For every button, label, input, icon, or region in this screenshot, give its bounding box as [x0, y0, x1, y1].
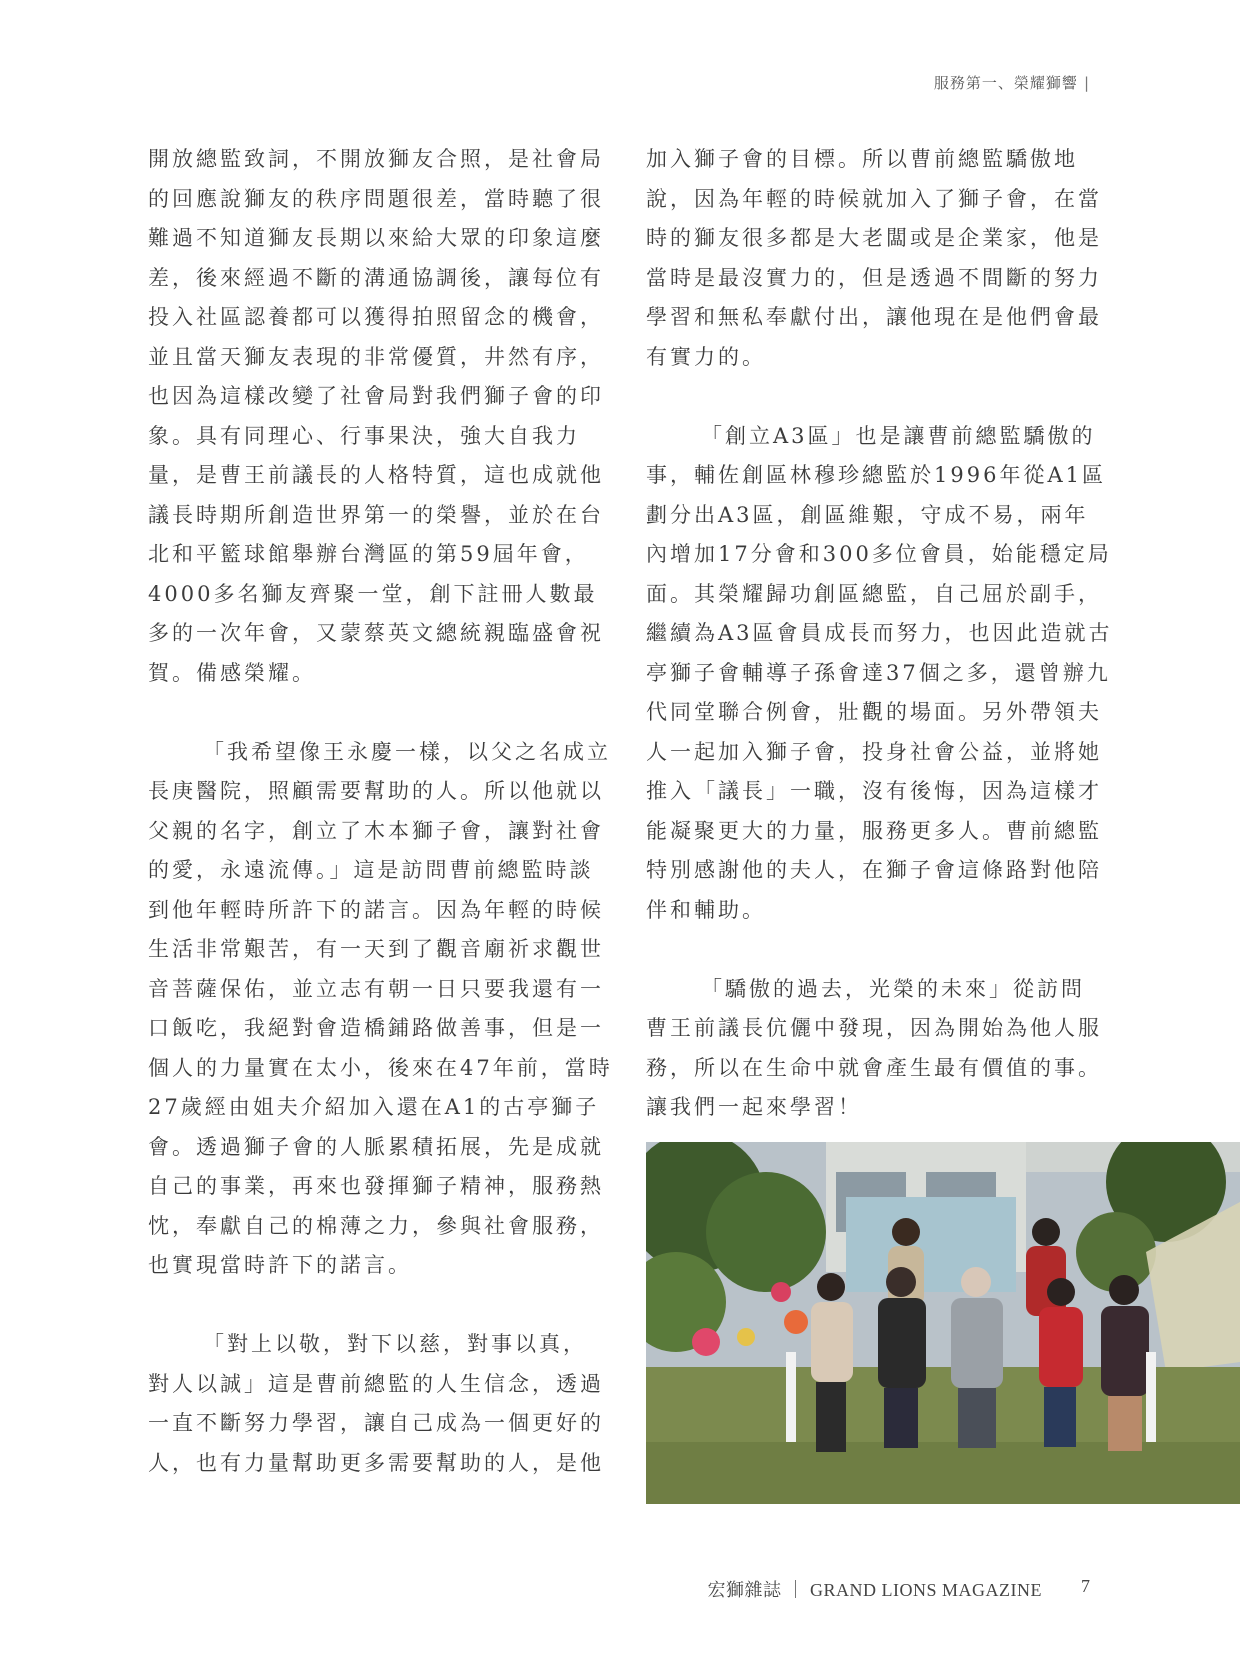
body-text-line: 的回應說獅友的秩序問題很差，當時聽了很: [148, 186, 604, 211]
body-text-line: 生活非常艱苦，有一天到了觀音廟祈求觀世: [148, 937, 604, 961]
body-text-line: 北和平籃球館舉辦台灣區的第59屆年會，: [148, 542, 589, 566]
body-text-line: 音菩薩保佑，並立志有朝一日只要我還有一: [148, 976, 604, 1001]
body-text-line: 個人的力量實在太小，後來在47年前，當時: [148, 1055, 613, 1080]
body-text-line: 多的一次年會，又蒙蔡英文總統親臨盛會祝: [148, 621, 604, 645]
body-text-line: 長庚醫院，照顧需要幫助的人。所以他就以: [148, 779, 604, 803]
group-photo: [646, 1142, 1240, 1504]
paragraph-gap: [148, 693, 594, 733]
body-text-line: 特別感謝他的夫人，在獅子會這條路對他陪: [646, 858, 1102, 882]
body-text-line: 4000多名獅友齊聚一堂，創下註冊人數最: [148, 581, 598, 606]
header-divider: |: [1083, 74, 1090, 92]
body-text-line: 曹王前議長伉儷中發現，因為開始為他人服: [646, 1016, 1102, 1040]
body-text-line: 當時是最沒實力的，但是透過不間斷的努力: [646, 265, 1102, 290]
body-text-line: 繼續為A3區會員成長而努力，也因此造就古: [646, 621, 1113, 645]
magazine-name: 宏獅雜誌 ｜ GRAND LIONS MAGAZINE: [707, 1580, 1042, 1600]
body-text-line: 議長時期所創造世界第一的榮譽，並於在台: [148, 502, 604, 527]
body-text-line: 讓我們一起來學習！: [646, 1095, 862, 1119]
body-text-line: 「創立A3區」也是讓曹前總監驕傲的: [701, 423, 1096, 448]
body-text-line: 會。透過獅子會的人脈累積拓展，先是成就: [148, 1134, 604, 1159]
body-text-line: 賀。備感榮耀。: [148, 660, 316, 685]
body-text-line: 量，是曹王前議長的人格特質，這也成就他: [148, 463, 604, 487]
body-text-line: 「對上以敬，對下以慈，對事以真，: [203, 1332, 587, 1356]
body-text-line: 代同堂聯合例會，壯觀的場面。另外帶領夫: [646, 700, 1102, 724]
body-text-line: 「驕傲的過去，光榮的未來」從訪問: [701, 976, 1085, 1001]
body-text-line: 劃分出A3區，創區維艱，守成不易，兩年: [646, 502, 1089, 527]
body-text-line: 內增加17分會和300多位會員，始能穩定局: [646, 542, 1112, 566]
body-text-line: 也實現當時許下的諾言。: [148, 1253, 412, 1277]
body-text-line: 口飯吃，我絕對會造橋鋪路做善事，但是一: [148, 1016, 604, 1040]
body-text-line: 自己的事業，再來也發揮獅子精神，服務熱: [148, 1174, 604, 1198]
body-text-line: 父親的名字，創立了木本獅子會，讓對社會: [148, 818, 604, 843]
body-text-line: 務，所以在生命中就會產生最有價值的事。: [646, 1055, 1102, 1080]
body-text-line: 時的獅友很多都是大老闆或是企業家，他是: [646, 226, 1102, 250]
body-text-line: 推入「議長」一職，沒有後悔，因為這樣才: [646, 779, 1102, 803]
body-text-line: 忱，奉獻自己的棉薄之力，參與社會服務，: [148, 1213, 604, 1238]
body-text-line: 的愛，永遠流傳。」這是訪問曹前總監時談: [148, 858, 594, 882]
body-text-line: 並且當天獅友表現的非常優質，井然有序，: [148, 344, 604, 369]
body-text-line: 伴和輔助。: [646, 897, 766, 922]
paragraph-gap: [646, 930, 1092, 970]
body-text-line: 也因為這樣改變了社會局對我們獅子會的印: [148, 384, 604, 408]
body-text-line: 對人以誠」這是曹前總監的人生信念，透過: [148, 1371, 604, 1396]
body-text-line: 加入獅子會的目標。所以曹前總監驕傲地: [646, 147, 1078, 171]
body-text-line: 到他年輕時所許下的諾言。因為年輕的時候: [148, 897, 604, 922]
body-text-line: 27歲經由姐夫介紹加入還在A1的古亭獅子: [148, 1095, 600, 1119]
body-text-line: 面。其榮耀歸功創區總監，自己屈於副手，: [646, 581, 1102, 606]
body-text-line: 亭獅子會輔導子孫會達37個之多，還曾辦九: [646, 660, 1111, 685]
page-number: 7: [1081, 1576, 1090, 1596]
body-text-line: 說，因為年輕的時候就加入了獅子會，在當: [646, 186, 1102, 211]
body-text-line: 學習和無私奉獻付出，讓他現在是他們會最: [646, 305, 1102, 329]
body-text-line: 人一起加入獅子會，投身社會公益，並將她: [646, 739, 1102, 764]
body-text-line: 事，輔佐創區林穆珍總監於1996年從A1區: [646, 463, 1106, 487]
body-text-line: 「我希望像王永慶一樣，以父之名成立: [203, 739, 611, 764]
body-text-line: 能凝聚更大的力量，服務更多人。曹前總監: [646, 818, 1102, 843]
paragraph-gap: [148, 1286, 594, 1326]
body-text-line: 一直不斷努力學習，讓自己成為一個更好的: [148, 1411, 604, 1435]
body-text-line: 差，後來經過不斷的溝通協調後，讓每位有: [148, 265, 604, 290]
body-text-line: 難過不知道獅友長期以來給大眾的印象這麼: [148, 226, 604, 250]
body-text-line: 有實力的。: [646, 344, 766, 369]
running-header: [934, 72, 1090, 93]
paragraph-gap: [646, 377, 1092, 417]
body-text-line: 象。具有同理心、行事果決，強大自我力: [148, 423, 580, 448]
section-title: 服務第一、榮耀獅響: [933, 74, 1078, 92]
left-text-column: [148, 140, 613, 1483]
right-text-column: [646, 140, 1113, 1128]
body-text-line: 投入社區認養都可以獲得拍照留念的機會，: [148, 305, 604, 329]
body-text-line: 人，也有力量幫助更多需要幫助的人，是他: [148, 1450, 604, 1475]
body-text-line: 開放總監致詞，不開放獅友合照，是社會局: [148, 147, 604, 171]
